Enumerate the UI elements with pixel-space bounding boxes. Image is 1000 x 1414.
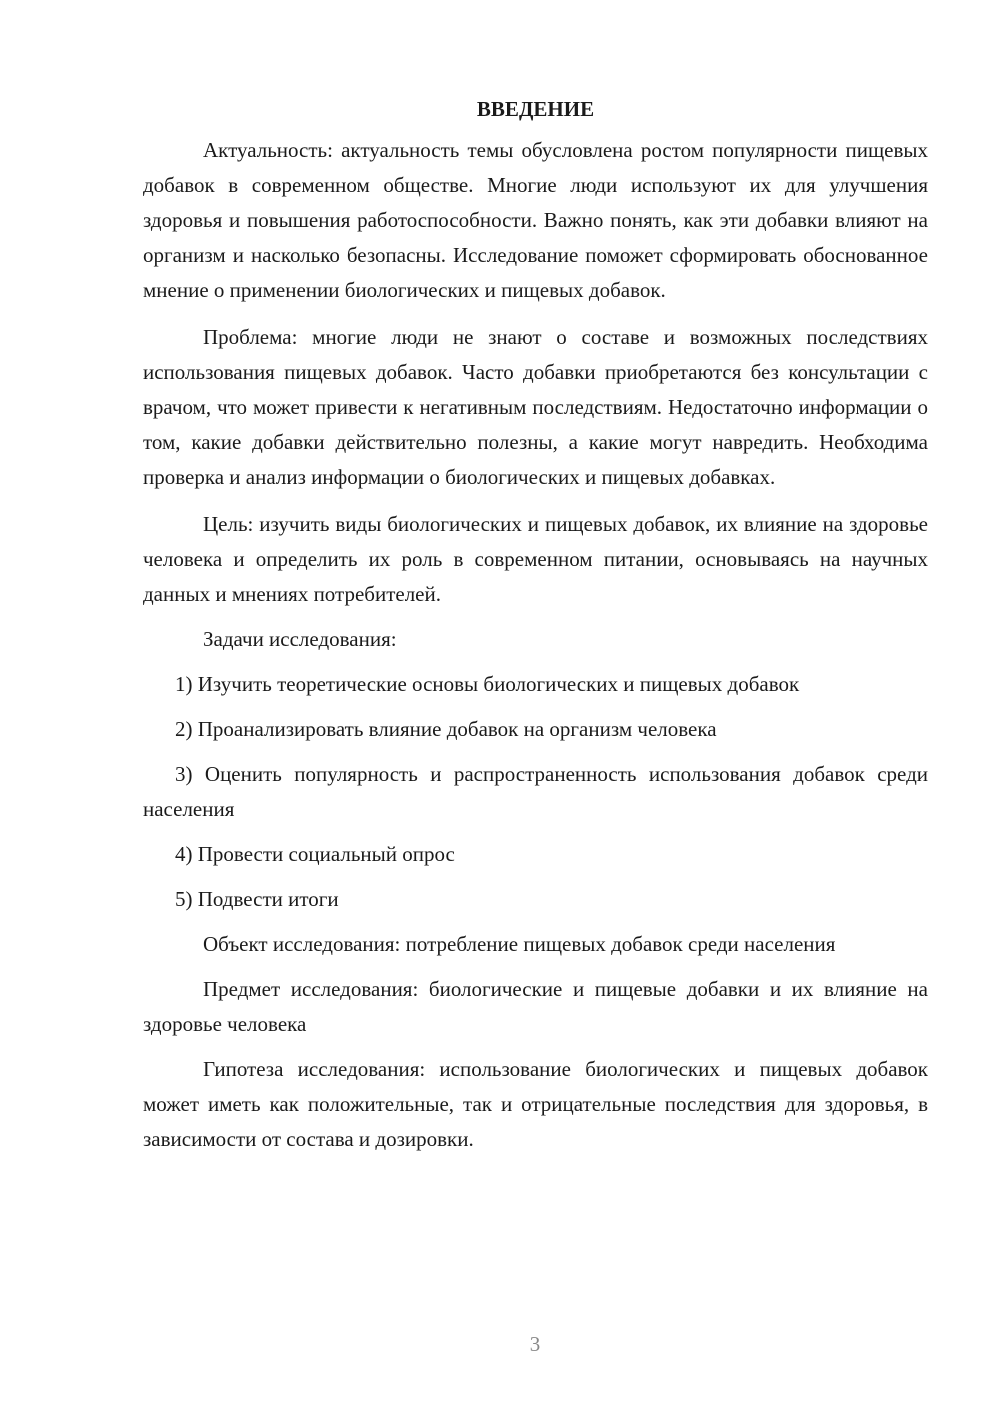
page-number: 3 xyxy=(529,1332,541,1356)
document-page xyxy=(143,92,928,1157)
task-item-3: 3) Оценить популярность и распространенность использования добавок среди населения xyxy=(143,762,928,821)
problem-paragraph: Проблема: многие люди не знают о составе и возможных последствиях использования пищевых добавок. Часто добавки приобретаются без консультации с врачом, что может привести к негативным последствиям. Недостаточно информации о том, какие добавки действительно полезны, а какие могут навредить. Необходима проверка и анализ информации о биологических и пищевых добавках. xyxy=(143,325,928,489)
object-paragraph: Объект исследования: потребление пищевых добавок среди населения xyxy=(203,932,836,956)
task-item-4: 4) Провести социальный опрос xyxy=(175,842,455,866)
task-item-2: 2) Проанализировать влияние добавок на организм человека xyxy=(175,717,717,741)
tasks-title: Задачи исследования: xyxy=(203,627,397,651)
task-item-5: 5) Подвести итоги xyxy=(175,887,339,911)
relevance-paragraph: Актуальность: актуальность темы обусловлена ростом популярности пищевых добавок в современном обществе. Многие люди используют их для улучшения здоровья и повышения работоспособности. Важно понять, как эти добавки влияют на организм и насколько безопасны. Исследование поможет сформировать обоснованное мнение о применении биологических и пищевых добавок. xyxy=(143,138,928,302)
page-heading: ВВЕДЕНИЕ xyxy=(476,97,595,121)
goal-paragraph: Цель: изучить виды биологических и пищевых добавок, их влияние на здоровье человека и определить их роль в современном питании, основываясь на научных данных и мнениях потребителей. xyxy=(143,512,928,606)
hypothesis-paragraph: Гипотеза исследования: использование биологических и пищевых добавок может иметь как положительные, так и отрицательные последствия для здоровья, в зависимости от состава и дозировки. xyxy=(143,1057,928,1151)
task-item-1: 1) Изучить теоретические основы биологических и пищевых добавок xyxy=(175,672,800,696)
subject-paragraph: Предмет исследования: биологические и пищевые добавки и их влияние на здоровье человека xyxy=(143,977,928,1036)
